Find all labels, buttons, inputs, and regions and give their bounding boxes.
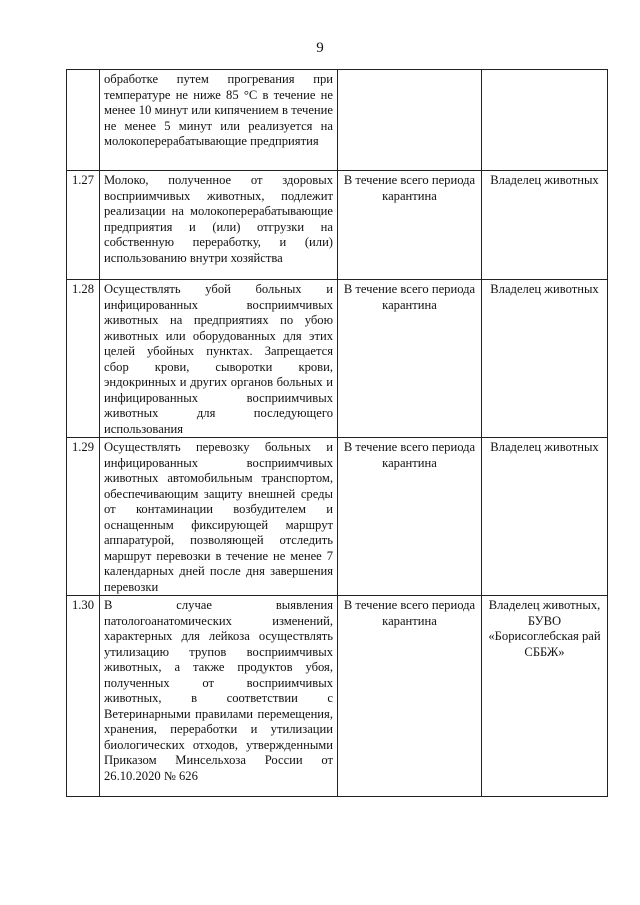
measure-text: Осуществлять убой больных и инфицированных восприимчивых животных на предприятиях по убою животных или оборудованных для этих целей убойных пунктах. Запрещается сбор крови, сыворотки крови, эндокринных и других органов больных и инфицированных восприимчивых животных для последующего использования	[100, 280, 338, 438]
row-number	[67, 70, 100, 171]
responsible-text	[482, 70, 608, 171]
term-text: В течение всего периода карантина	[338, 438, 482, 596]
table-row	[67, 596, 608, 797]
responsible-text: Владелец животных	[482, 280, 608, 438]
row-number: 1.30	[67, 596, 100, 797]
row-number: 1.29	[67, 438, 100, 596]
term-text: В течение всего периода карантина	[338, 171, 482, 280]
table-row	[67, 70, 608, 171]
page-number: 9	[316, 40, 324, 56]
measure-text: Молоко, полученное от здоровых восприимчивых животных, подлежит реализации на молокоперерабатывающие предприятия и (или) отгрузки на собственную переработку, и (или) использованию внутри хозяйства	[100, 171, 338, 280]
measure-text: В случае выявления патологоанатомических изменений, характерных для лейкоза осуществлять утилизацию трупов восприимчивых животных, а также продуктов убоя, полученных от восприимчивых животных, в соответствии с Ветеринарными правилами перемещения, хранения, переработки и утилизации биологических отходов, утвержденными Приказом Минсельхоза России от 26.10.2020 № 626	[100, 596, 338, 797]
table-row	[67, 280, 608, 438]
table-row	[67, 171, 608, 280]
responsible-text: Владелец животных, БУВО «Борисоглебская рай СББЖ»	[482, 596, 608, 797]
responsible-text: Владелец животных	[482, 438, 608, 596]
responsible-text: Владелец животных	[482, 171, 608, 280]
measure-text: обработке путем прогревания при температуре не ниже 85 °С в течение не менее 10 минут или кипячением в течение не менее 5 минут или реализуется на молокоперерабатывающие предприятия	[100, 70, 338, 171]
row-number: 1.27	[67, 171, 100, 280]
term-text: В течение всего периода карантина	[338, 280, 482, 438]
measures-table	[66, 69, 608, 797]
term-text: В течение всего периода карантина	[338, 596, 482, 797]
measure-text: Осуществлять перевозку больных и инфицированных восприимчивых животных автомобильным транспортом, обеспечивающим защиту внешней среды от контаминации возбудителем и оснащенным фиксирующей маршрут аппаратурой, позволяющей отследить маршрут перевозки в течение не менее 7 календарных дней после дня завершения перевозки	[100, 438, 338, 596]
row-number: 1.28	[67, 280, 100, 438]
term-text	[338, 70, 482, 171]
table-row	[67, 438, 608, 596]
